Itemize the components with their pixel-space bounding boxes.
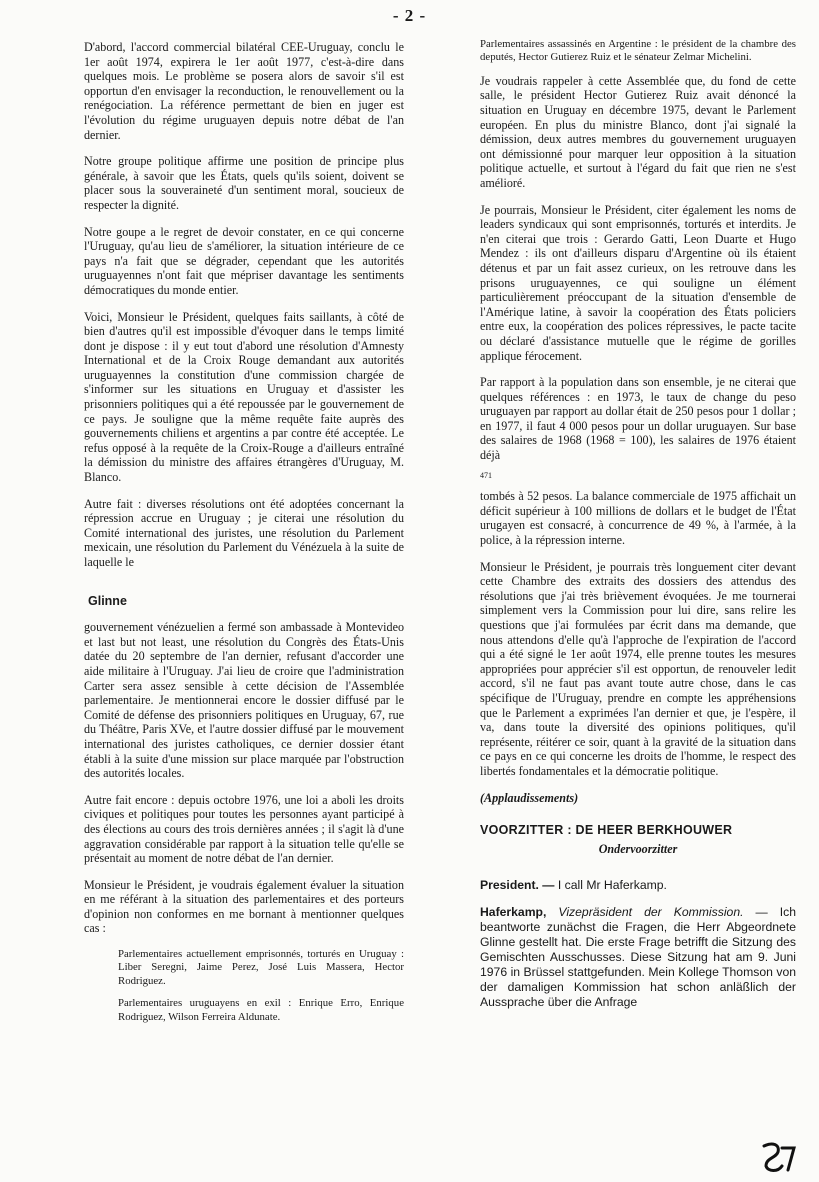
paragraph: Autre fait : diverses résolutions ont été adoptées concernant la répression accrue en Uruguay ; je citerai une résolution du Comité international des juristes, une résolution du Parlement mexicain, une résolution du Parlement du Vénézuela à la suite de laquelle le [84,496,404,569]
page-reference: 471 [480,470,492,480]
speaker-name: Haferkamp, [480,905,547,920]
left-column [84,40,404,1033]
paragraph: Notre goupe a le regret de devoir constater, en ce qui concerne l'Uruguay, qu'au lieu de s'améliorer, la situation intérieure de ce pays n'a fait que se dégrader, cependant que les autorités uruguayennes n'ont fait que mépriser davantage les sentiments démocratiques du monde entier. [84,224,404,297]
president-statement [480,878,796,893]
paragraph: Notre groupe politique affirme une position de principe plus générale, à savoir que les États, quels qu'ils soient, doivent se placer sous la souveraineté d'un sentiment moral, soucieux de respecter la dignité. [84,154,404,212]
chair-heading: VOORZITTER : DE HEER BERKHOUWER [480,823,733,838]
statement-text: — Ich beantworte zunächst die Fragen, die Herr Abgeordnete Glinne gestellt hat. Die erste Frage betrifft die Sitzung des Gemischten Ausschusses. Diese Sitzung hat am 9. Juni 1976 in Brüssel stattgefunden. Mein Kollege Thomson von der damaligen Kommission hat schon anläßlich der Aussprache über die Anfrage [480,905,796,1010]
paragraph: Voici, Monsieur le Président, quelques faits saillants, à côté de bien d'autres qu'il est impossible d'évoquer dans le temps limité dont je dispose : il y eut tout d'abord une résolution d'Amnesty International et de la Croix Rouge demandant aux autorités uruguayennes la constitution d'une commission chargée de s'informer sur les situations en Uruguay et d'assister les prisonniers politiques qui a été repoussée par le gouvernement de ce pays. Je souligne que la même requête faite auprès des gouvernements chiliens et argentins a par contre été acceptée. Le refus opposé à la requête de la Croix-Rouge a d'ailleurs entraîné la démission du ministre des affaires étrangères d'Uruguay, M. Blanco. [84,309,404,485]
right-column [480,38,796,1022]
speaker-name: President. — [480,878,555,893]
paragraph: Par rapport à la population dans son ensemble, je ne citerai que quelques références : en 1973, le taux de change du peso uruguayen par rapport au dollar était de 250 pesos pour 1 dollar ; en 1977, il faut 4 000 pesos pour un dollar uruguayen. Sur base des salaires de 1968 (1968 = 100), les salaires de 1976 étaient déjà [480,375,796,463]
paragraph: Monsieur le Président, je voudrais également évaluer la situation en me référant à la situation des parlementaires et des porteurs d'opinion non conformes en me bornant à mentionner quelques cas : [84,877,404,936]
paragraph: Autre fait encore : depuis octobre 1976, une loi a aboli les droits civiques et politiques pour toutes les personnes ayant participé à des élections au cours des trois dernières années ; il s'agit là d'une aggravation considérable par rapport à la situation telle qu'elle se présentait au moment de notre débat de l'an dernier. [84,792,404,866]
chair-subtitle: Ondervoorzitter [598,841,678,856]
page-number: - 2 - [392,6,427,25]
paragraph: Je pourrais, Monsieur le Président, citer également les noms de leaders syndicaux qui sont emprisonnés, torturés et interdits. Je n'en citerai que trois : Gerardo Gatti, Leon Duarte et Hugo Mendez : ils ont d'ailleurs disparu d'Argentine où ils étaient détenus et par un fait assez curieux, on les retrouve dans les prisons uruguayennes, ce qui souligne un élément particulièrement préoccupant de la situation d'ensemble de l'Amérique latine, à savoir la coopération des États policiers entre eux, la coopération des polices répressives, le pacte tacite ou déclaré d'assistance mutuelle que le régime de gorilles applique férocement. [480,202,796,363]
handwritten-annotation [758,1140,798,1176]
list-item: Parlementaires uruguayens en exil : Enrique Erro, Enrique Rodriguez, Wilson Ferreira Aldunate. [118,997,404,1023]
speaker-role: Vizepräsident der Kommission. [558,905,744,920]
speaker-header: Glinne [88,593,127,608]
statement-text: I call Mr Haferkamp. [557,878,667,893]
list-item: Parlementaires assassinés en Argentine : le président de la chambre des deputés, Hector Gutierez Ruiz et le sénateur Zelmar Michelini. [480,38,796,64]
haferkamp-statement [480,905,796,1010]
list-item: Parlementaires actuellement emprisonnés, torturés en Uruguay : Liber Seregni, Jaime Perez, José Luis Massera, Hector Rodriguez. [118,948,404,987]
paragraph: tombés à 52 pesos. La balance commerciale de 1975 affichait un déficit supérieur à 100 millions de dollars et le budget de l'État urugayen est consacré, à concurrence de 49 %, à l'armée, à la police, à la répression interne. [480,489,796,548]
paragraph: Monsieur le Président, je pourrais très longuement citer devant cette Chambre des extraits des dossiers des attendus des résolutions que j'ai très brièvement évoquées. Je me tournerai simplement vers la Commission pour lui dire, sans relire les questions que j'ai formulées par écrit dans ma demande, que nous attendons d'elle qu'à l'approche de l'expiration de l'accord qui a été signé le 1er août 1974, elle prenne toutes les mesures appropriées pour apprécier s'il est opportun, de renouveler ledit accord, s'il ne faut pas avant toute autre chose, dans le cas spécifique de l'Uruguay, prendre en compte les appréhensions que le Parlement a exprimées l'an dernier et que, je l'espère, il va, dans toute la diversité des opinions politiques, qu'il représente, réitérer ce soir, quant à la gravité de la situation dans ce pays en ce qui concerne les droits de l'homme, le respect des libertés fondamentales et la démocratie politique. [480,559,796,778]
paragraph: Je voudrais rappeler à cette Assemblée que, du fond de cette salle, le président Hector Gutierez Ruiz avait dénoncé la situation en Uruguay en décembre 1975, devant le Parlement européen. En plus du ministre Blanco, dont j'ai signalé la démission, deux autres membres du gouvernement uruguayen ont démissionné pour marquer leur opposition à la situation politique actuelle, et surtout à l'égard du fait que rien ne s'est amélioré. [480,73,796,190]
applause-note: (Applaudissements) [480,790,579,805]
paragraph: gouvernement vénézuelien a fermé son ambassade à Montevideo et last but not least, une résolution du Congrès des États-Unis datée du 20 septembre de l'an dernier, refusant d'accorder une aide militaire à l'Uruguay. J'ai lieu de croire que l'administration Carter sera assez sensible à cette décision de l'Assemblée parlementaire. Je mentionnerai encore le dossier diffusé par le Comité de défense des prisonniers politiques en Uruguay, 67, rue du Théâtre, Paris XVe, et l'autre dossier diffusé par le mouvement international des juristes catholiques, ce dernier dossier étant établi à la suite d'une mission sur place marquée par l'obstruction des autorités locales. [84,620,404,781]
paragraph: D'abord, l'accord commercial bilatéral CEE-Uruguay, conclu le 1er août 1974, expirera le 1er août 1977, c'est-à-dire dans quelques mois. Le problème se posera alors de savoir s'il est opportun d'en envisager la reconduction, le renouvellement ou la renégociation. La référence permettant de bien en juger est l'évolution du régime uruguayen depuis notre débat de l'an dernier. [84,40,404,142]
